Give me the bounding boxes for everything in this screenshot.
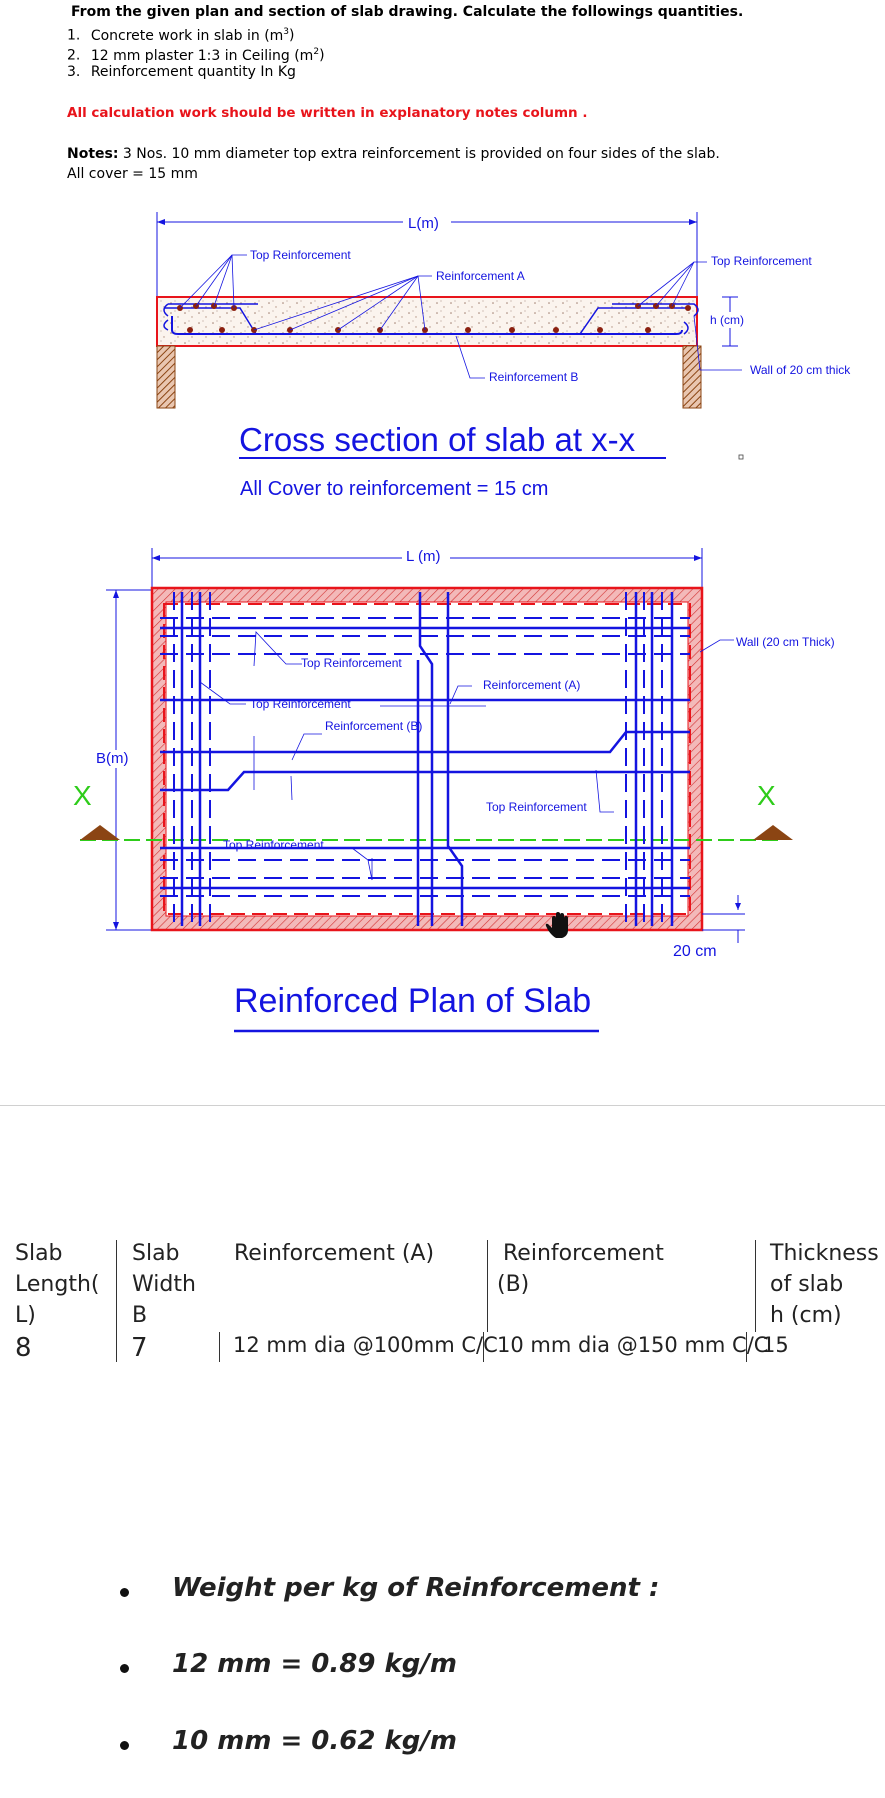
item-2-end: ) bbox=[319, 47, 325, 64]
header-reinf-a-line1: Reinforcement (A) bbox=[234, 1241, 435, 1266]
table-value-length: 8 bbox=[15, 1333, 32, 1363]
item-1-text: Concrete work in slab in (m bbox=[90, 27, 284, 44]
plan-title: Reinforced Plan of Slab bbox=[234, 982, 592, 1020]
notes-label: Notes: bbox=[67, 146, 119, 162]
item-1-sup: 3 bbox=[283, 27, 290, 37]
table-header-reinf-b bbox=[497, 1238, 664, 1300]
table-divider-4 bbox=[116, 1332, 117, 1362]
table-header-thickness bbox=[770, 1238, 879, 1331]
plan-wall-label: Wall (20 cm Thick) bbox=[736, 635, 835, 649]
section-marker-right bbox=[753, 825, 793, 840]
table-header-width bbox=[132, 1238, 196, 1331]
section-cover-text: All Cover to reinforcement = 15 cm bbox=[240, 478, 549, 500]
header-width-line2: Width bbox=[132, 1272, 196, 1297]
table-value-reinf-a: 12 mm dia @100mm C/C bbox=[233, 1333, 498, 1357]
plan-top-reinf-1: Top Reinforcement bbox=[301, 656, 402, 670]
weight-title: Weight per kg of Reinforcement : bbox=[172, 1573, 660, 1603]
header-length-line1: Slab bbox=[15, 1241, 63, 1266]
header-width-line3: B bbox=[132, 1303, 148, 1328]
table-divider-3 bbox=[755, 1240, 756, 1332]
header-reinf-b-line1: Reinforcement bbox=[503, 1241, 664, 1266]
section-wall-left bbox=[157, 346, 175, 408]
cover-note: All cover = 15 mm bbox=[67, 166, 198, 182]
item-2-sup: 2 bbox=[313, 47, 320, 57]
section-h-label: h (cm) bbox=[710, 313, 744, 327]
section-title: Cross section of slab at x-x bbox=[239, 421, 636, 458]
plan-reinf-b: Reinforcement (B) bbox=[325, 719, 423, 733]
item-2-num: 2. bbox=[67, 47, 81, 64]
header-thickness-line1: Thickness bbox=[770, 1241, 879, 1266]
table-value-thickness: 15 bbox=[762, 1333, 789, 1357]
intro-text: From the given plan and section of slab drawing. Calculate the followings quantities. bbox=[71, 4, 744, 20]
header-length-line2: Length( bbox=[15, 1272, 100, 1297]
bullet-2 bbox=[120, 1664, 129, 1673]
section-top-reinf-right: Top Reinforcement bbox=[711, 254, 812, 268]
weight-10mm: 10 mm = 0.62 kg/m bbox=[172, 1726, 457, 1756]
instruction-text: All calculation work should be written in explanatory notes column . bbox=[67, 105, 588, 121]
header-thickness-line3: h (cm) bbox=[770, 1303, 842, 1328]
plan-top-reinf-3: Top Reinforcement bbox=[486, 800, 587, 814]
section-reinf-b: Reinforcement B bbox=[489, 370, 579, 384]
header-thickness-line2: of slab bbox=[770, 1272, 844, 1297]
item-3-num: 3. bbox=[67, 64, 81, 80]
table-divider-5 bbox=[219, 1332, 220, 1362]
section-top-reinf-left: Top Reinforcement bbox=[250, 248, 351, 262]
weight-12mm: 12 mm = 0.89 kg/m bbox=[172, 1649, 457, 1679]
section-divider bbox=[0, 1105, 885, 1106]
item-1-num: 1. bbox=[67, 27, 81, 44]
plan-dim-label: L (m) bbox=[406, 548, 441, 565]
item-2-text: 12 mm plaster 1:3 in Ceiling (m bbox=[90, 47, 314, 64]
plan-reinf-a: Reinforcement (A) bbox=[483, 678, 581, 692]
header-width-line1: Slab bbox=[132, 1241, 180, 1266]
plan-x-right: X bbox=[757, 780, 776, 811]
section-reinf-a: Reinforcement A bbox=[436, 269, 525, 283]
notes-text: 3 Nos. 10 mm diameter top extra reinforcement is provided on four sides of the slab. bbox=[118, 146, 720, 162]
section-dim-label: L(m) bbox=[408, 215, 439, 232]
table-header-reinf-a bbox=[234, 1238, 434, 1269]
plan-top-reinf-2: Top Reinforcement bbox=[250, 697, 351, 711]
section-wall-label: Wall of 20 cm thick bbox=[750, 363, 851, 377]
bullet-3 bbox=[120, 1741, 129, 1750]
plan-top-reinf-4: Top Reinforcement bbox=[223, 838, 324, 852]
table-value-reinf-b: 10 mm dia @150 mm C/C bbox=[497, 1333, 769, 1357]
plan-view bbox=[80, 548, 793, 943]
header-length-line3: L) bbox=[15, 1303, 36, 1328]
table-divider-2 bbox=[487, 1240, 488, 1332]
table-divider-1 bbox=[116, 1240, 117, 1332]
section-marker-left bbox=[80, 825, 120, 840]
header-reinf-b-line2: (B) bbox=[497, 1272, 530, 1297]
table-value-width: 7 bbox=[131, 1333, 148, 1363]
plan-cm-label: 20 cm bbox=[673, 943, 717, 960]
item-3-text: Reinforcement quantity In Kg bbox=[90, 64, 296, 80]
plan-x-left: X bbox=[73, 780, 92, 811]
table-header-length bbox=[15, 1238, 99, 1331]
bullet-1 bbox=[120, 1588, 129, 1597]
plan-b-label: B(m) bbox=[96, 750, 129, 767]
item-1-end: ) bbox=[289, 27, 295, 44]
